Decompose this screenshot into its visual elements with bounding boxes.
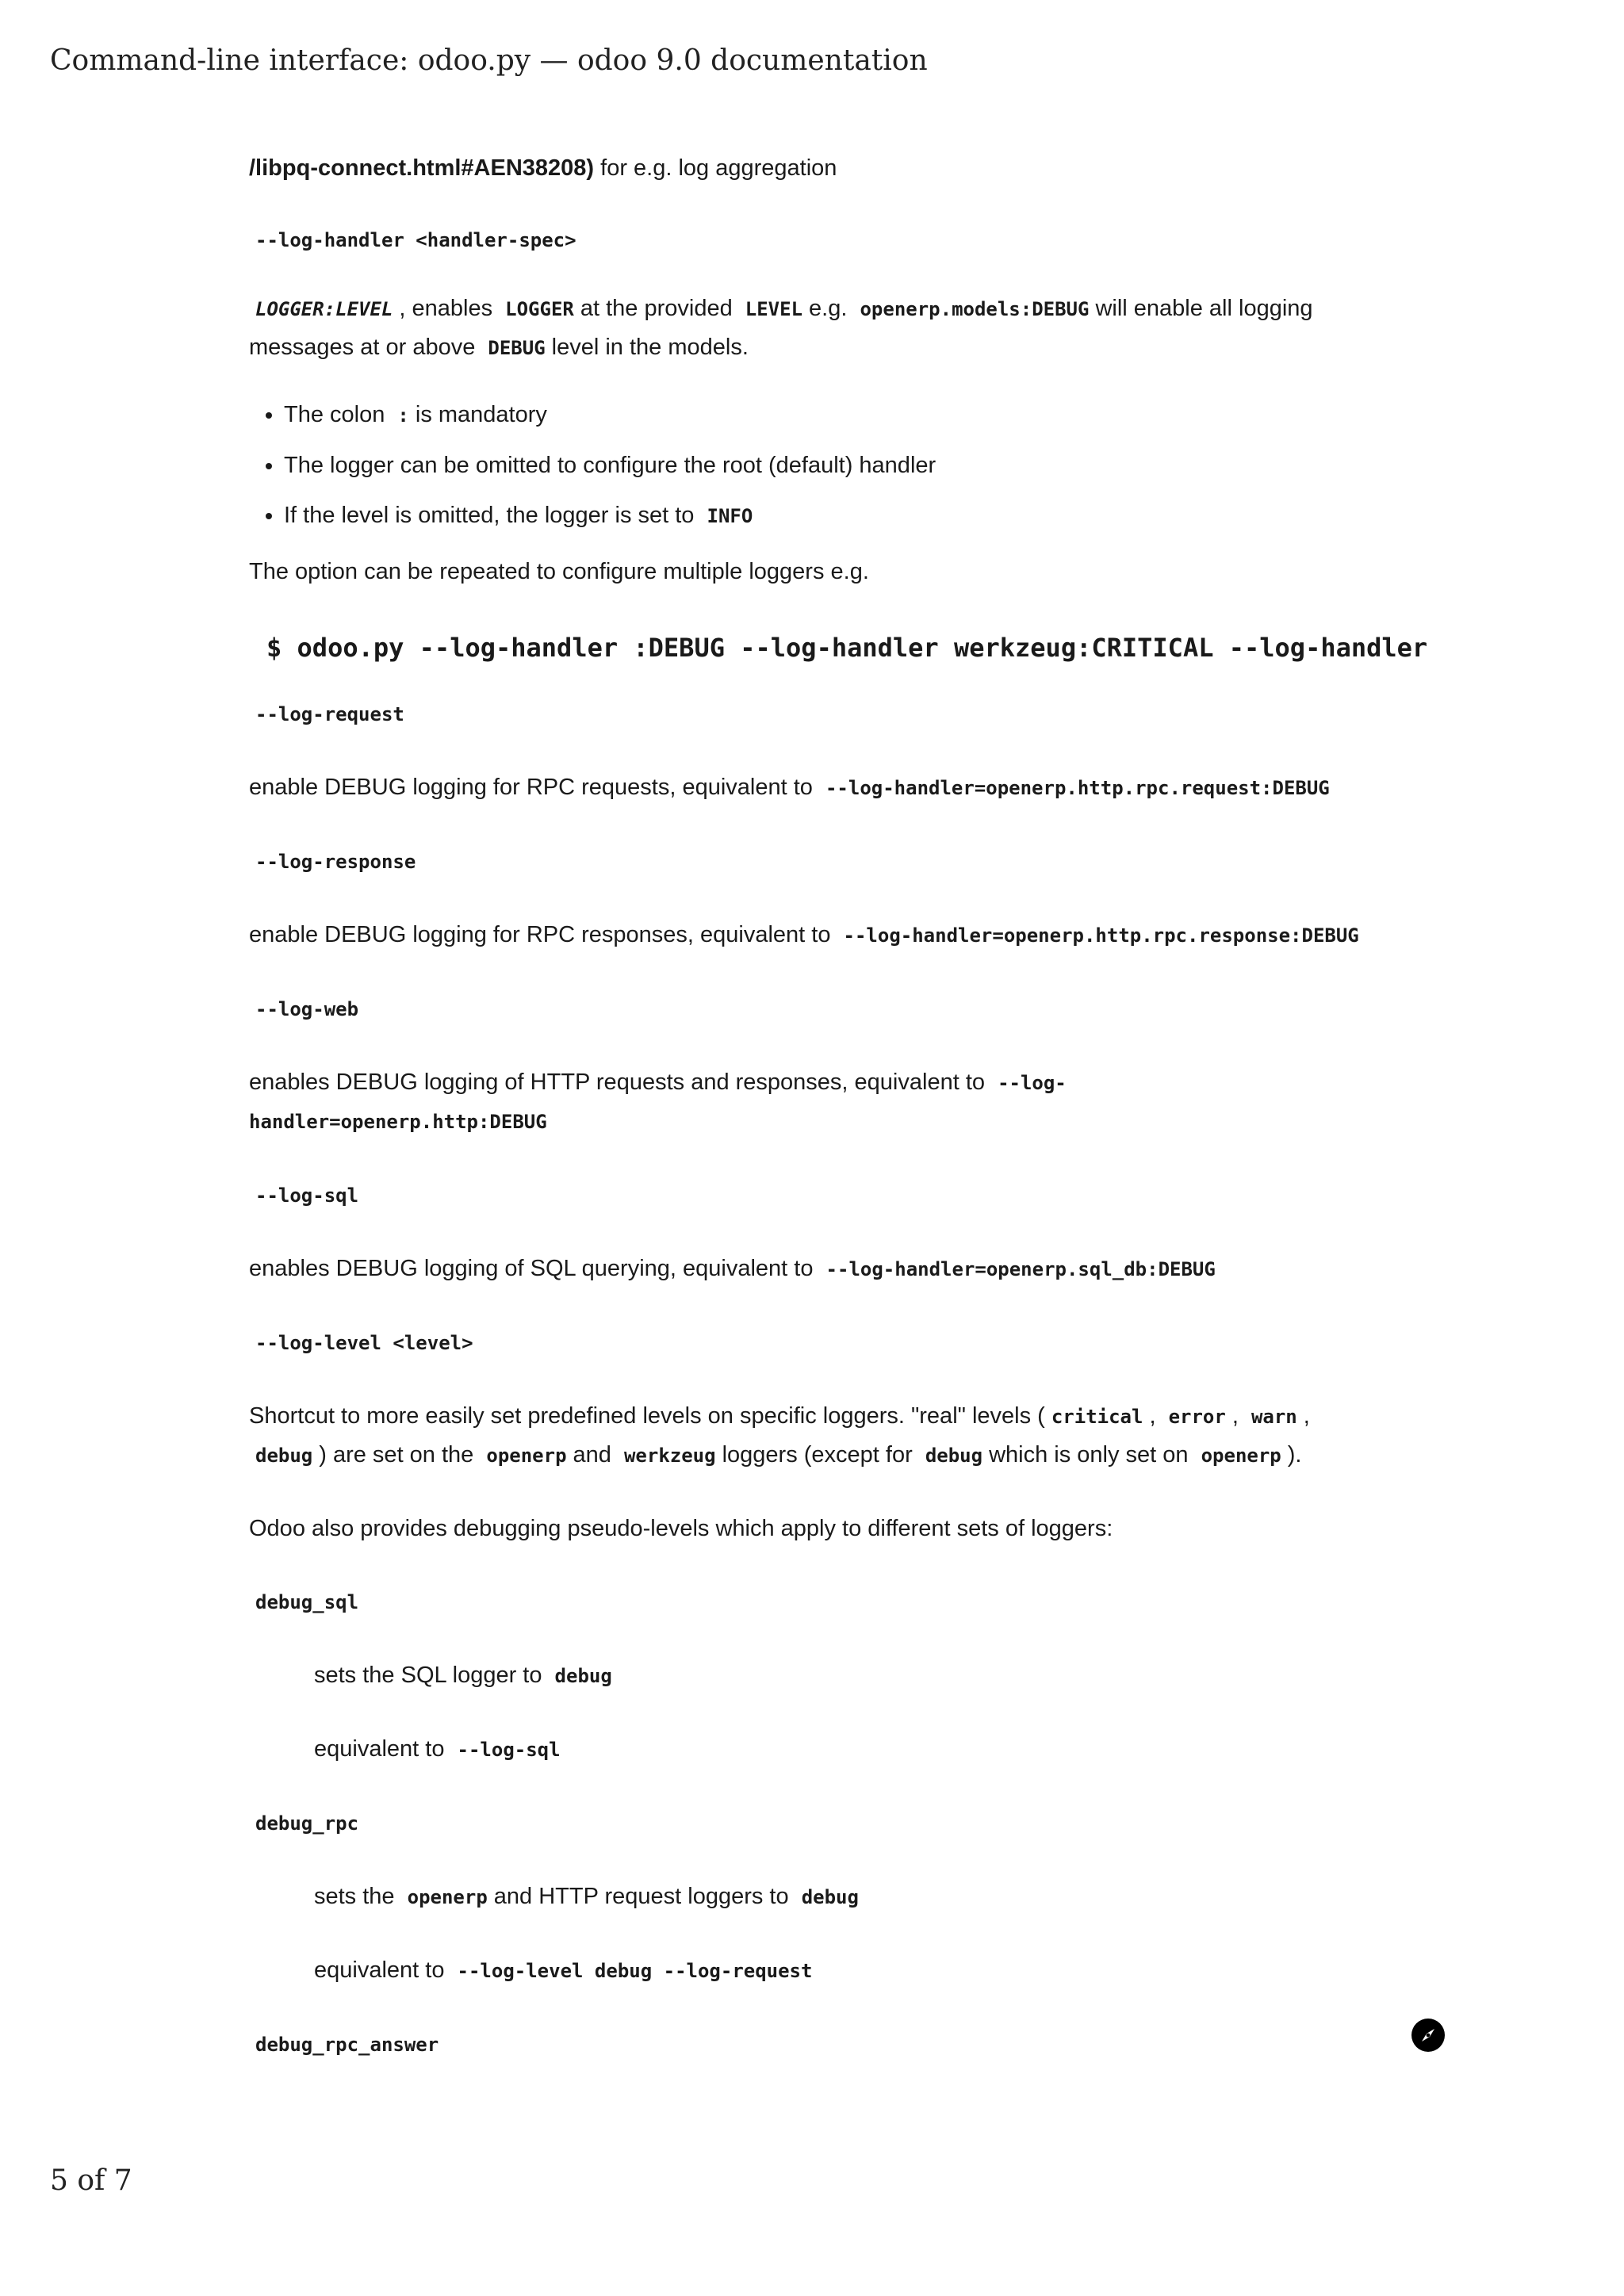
log-handler-bullets xyxy=(249,396,1407,535)
option-log-web: --log-web xyxy=(255,998,359,1020)
term-debug-sql: debug_sql xyxy=(255,1591,359,1613)
debug-sql-line2: equivalent to --log-sql xyxy=(314,1736,561,1762)
log-response-description: enable DEBUG logging for RPC responses, equivalent to --log-handler=openerp.http.rpc.response:DEBUG xyxy=(249,922,1359,947)
option-log-handler: --log-handler <handler-spec> xyxy=(255,229,576,251)
intro-paragraph: /libpq-connect.html#AEN38208) for e.g. log aggregation xyxy=(249,155,837,181)
page-title: Command-line interface: odoo.py — odoo 9.0 documentation xyxy=(50,44,928,77)
log-handler-description: LOGGER:LEVEL , enables LOGGER at the provided LEVEL e.g. openerp.models:DEBUG will enable all logging messages at or above DEBUG level in the models. xyxy=(249,296,1313,360)
doc-content xyxy=(249,149,1428,2064)
term-debug-rpc: debug_rpc xyxy=(255,1812,359,1835)
log-sql-description: enables DEBUG logging of SQL querying, equivalent to --log-handler=openerp.sql_db:DEBUG xyxy=(249,1256,1216,1281)
compass-icon[interactable] xyxy=(1411,2019,1445,2052)
option-log-level: --log-level <level> xyxy=(255,1332,473,1354)
option-log-request: --log-request xyxy=(255,703,404,725)
debug-rpc-line1: sets the openerp and HTTP request loggers to debug xyxy=(314,1884,859,1909)
option-log-response: --log-response xyxy=(255,851,416,873)
list-item: • If the level is omitted, the logger is set to INFO xyxy=(284,496,1407,535)
list-item: • The logger can be omitted to configure the root (default) handler xyxy=(284,446,1407,484)
page-footer: 5 of 7 xyxy=(50,2164,132,2197)
debug-rpc-line2: equivalent to --log-level debug --log-request xyxy=(314,1957,813,1983)
repeat-note: The option can be repeated to configure multiple loggers e.g. xyxy=(249,559,869,584)
log-request-description: enable DEBUG logging for RPC requests, equivalent to --log-handler=openerp.http.rpc.request:DEBUG xyxy=(249,775,1330,800)
list-item: • The colon : is mandatory xyxy=(284,396,1407,434)
log-web-description: enables DEBUG logging of HTTP requests and responses, equivalent to --log- handler=openerp.http:DEBUG xyxy=(249,1070,1067,1133)
term-debug-rpc-answer: debug_rpc_answer xyxy=(255,2034,439,2056)
pseudo-levels-intro: Odoo also provides debugging pseudo-levels which apply to different sets of loggers: xyxy=(249,1516,1113,1541)
option-log-sql: --log-sql xyxy=(255,1184,359,1207)
libpq-link[interactable]: /libpq-connect.html#AEN38208) xyxy=(249,155,595,181)
code-example: $ odoo.py --log-handler :DEBUG --log-handler werkzeug:CRITICAL --log-handler xyxy=(266,633,1428,663)
log-level-description: Shortcut to more easily set predefined levels on specific loggers. "real" levels ( critical , error , warn , debug ) are set on the openerp and werkzeug loggers (except for debug which is only set on openerp ). xyxy=(249,1403,1310,1468)
debug-sql-line1: sets the SQL logger to debug xyxy=(314,1663,612,1688)
